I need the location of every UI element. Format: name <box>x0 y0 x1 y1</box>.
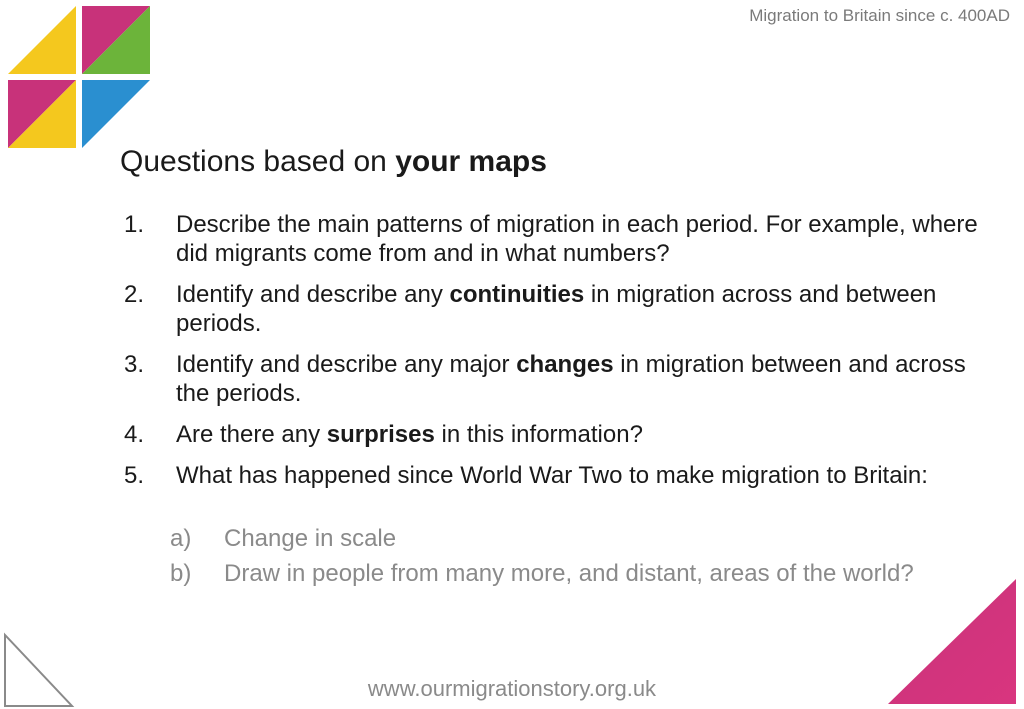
item-text: Are there any <box>176 421 327 448</box>
sub-list-item <box>170 524 990 553</box>
list-item <box>124 210 1004 268</box>
item-number: 3. <box>124 351 145 378</box>
title-bold: your maps <box>395 145 547 178</box>
item-number: 4. <box>124 421 145 448</box>
footer-url: www.ourmigrationstory.org.uk <box>367 676 657 701</box>
item-number: 2. <box>124 281 145 308</box>
item-text: What has happened since World War Two to make migration to Britain: <box>176 462 928 489</box>
item-text: Identify and describe any <box>176 281 450 308</box>
list-item <box>124 420 1004 449</box>
item-emphasis: surprises <box>326 421 435 448</box>
sub-item-text: Change in scale <box>224 525 397 552</box>
item-emphasis: continuities <box>449 281 585 308</box>
questions-list <box>124 210 1004 502</box>
item-text-end: in migration between and across the periods. <box>176 351 966 407</box>
list-item <box>124 350 1004 408</box>
item-number: 5. <box>124 462 145 489</box>
item-emphasis: changes <box>516 351 614 378</box>
logo-icon <box>0 0 160 160</box>
presentation-title: Migration to Britain since c. 400AD <box>749 6 1010 25</box>
item-text: Identify and describe any major <box>176 351 517 378</box>
item-text: Describe the main patterns of migration in each period. For example, where did migrants come from and in what numbers? <box>176 211 978 267</box>
item-number: 1. <box>124 211 145 238</box>
sub-list-item <box>170 559 990 588</box>
list-item <box>124 280 1004 338</box>
list-item <box>124 461 1004 490</box>
sub-item-label: a) <box>170 525 192 552</box>
sub-item-label: b) <box>170 560 192 587</box>
title-prefix: Questions based on <box>120 145 396 178</box>
item-text-end: in this information? <box>434 421 643 448</box>
page-title <box>120 145 547 179</box>
item-text-end: in migration across and between periods. <box>176 281 937 337</box>
sub-list <box>170 524 990 594</box>
sub-item-text: Draw in people from many more, and distant, areas of the world? <box>224 560 914 587</box>
